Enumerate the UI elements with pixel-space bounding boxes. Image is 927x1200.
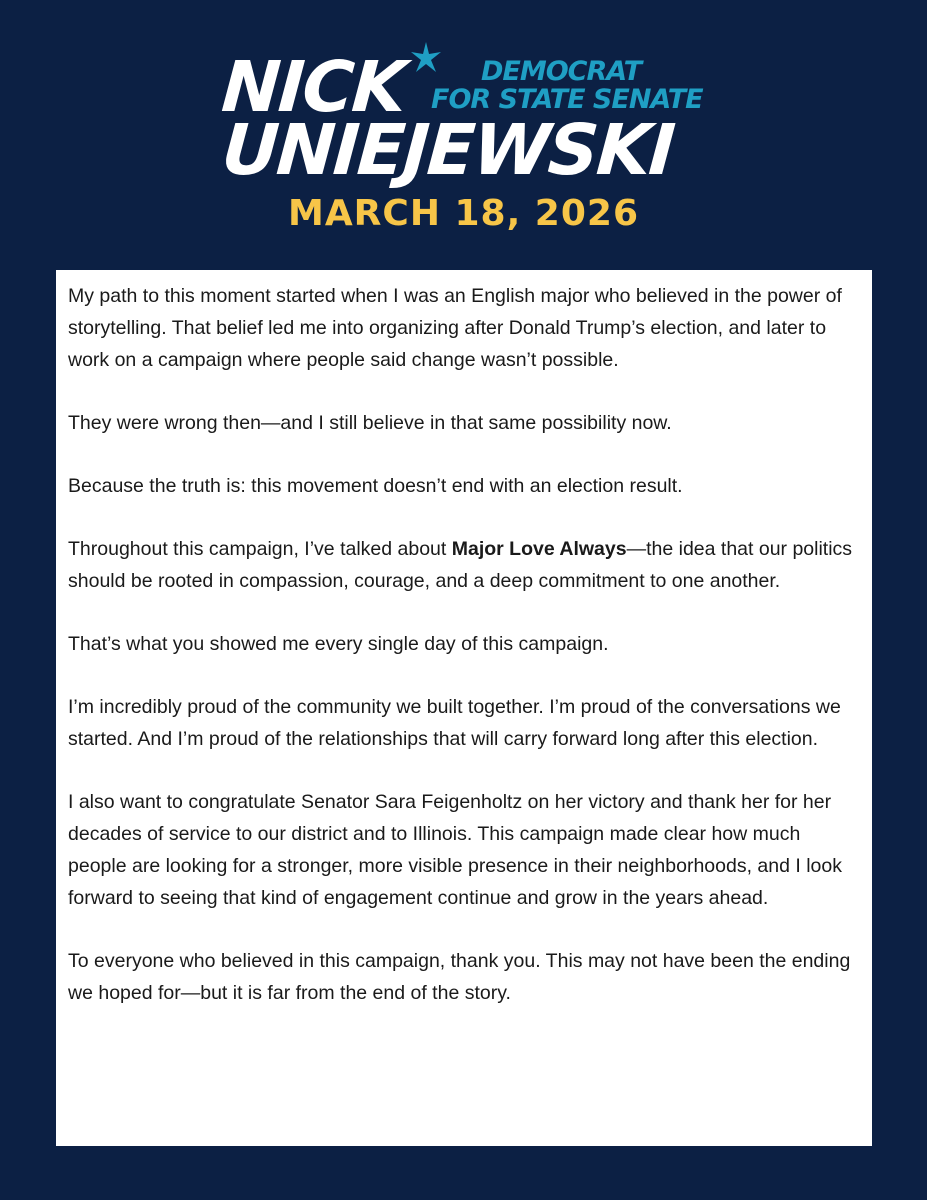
star-icon [408,40,444,76]
paragraph-4-end: —the idea that our politics should be rooted in compassion, courage, and a deep commitment to one another. [68,538,853,592]
paragraph-8: To everyone who believed in this campaign, thank you. This may not have been the ending we hoped for—but it is far from the end of the story. [68,950,851,1004]
party-label: DEMOCRAT [481,56,642,87]
statement-date: MARCH 18, 2026 [288,193,639,234]
paragraph-4-start: Throughout this campaign, I’ve talked about [68,538,452,560]
paragraph-6: I’m incredibly proud of the community we built together. I’m proud of the conversations we started. And I’m proud of the relationships that will carry forward long after this election. [68,696,841,750]
candidate-first-name: NICK [219,46,408,128]
paragraph-4 [68,533,860,597]
paragraph-3: Because the truth is: this movement doesn’t end with an election result. [68,475,683,497]
major-love-always-emphasis: Major Love Always [451,538,627,560]
paragraph-7: I also want to congratulate Senator Sara Feigenholtz on her victory and thank her for her decades of service to our district and to Illinois. This campaign made clear how much people are looking for a stronger, more visible presence in their neighborhoods, and I look forward to seeing that kind of engagement continue and grow in the years ahead. [68,791,842,909]
candidate-last-name: UNIEJEWSKI [219,109,676,191]
campaign-header [0,0,927,260]
office-label: FOR STATE SENATE [431,84,703,115]
paragraph-1: My path to this moment started when I was an English major who believed in the power of storytelling. That belief led me into organizing after Donald Trump’s election, and later to work on a campaign where people said change wasn’t possible. [68,285,842,371]
paragraph-2: They were wrong then—and I still believe in that same possibility now. [68,412,672,434]
paragraph-5: That’s what you showed me every single day of this campaign. [68,633,609,655]
statement-card [56,270,872,1146]
